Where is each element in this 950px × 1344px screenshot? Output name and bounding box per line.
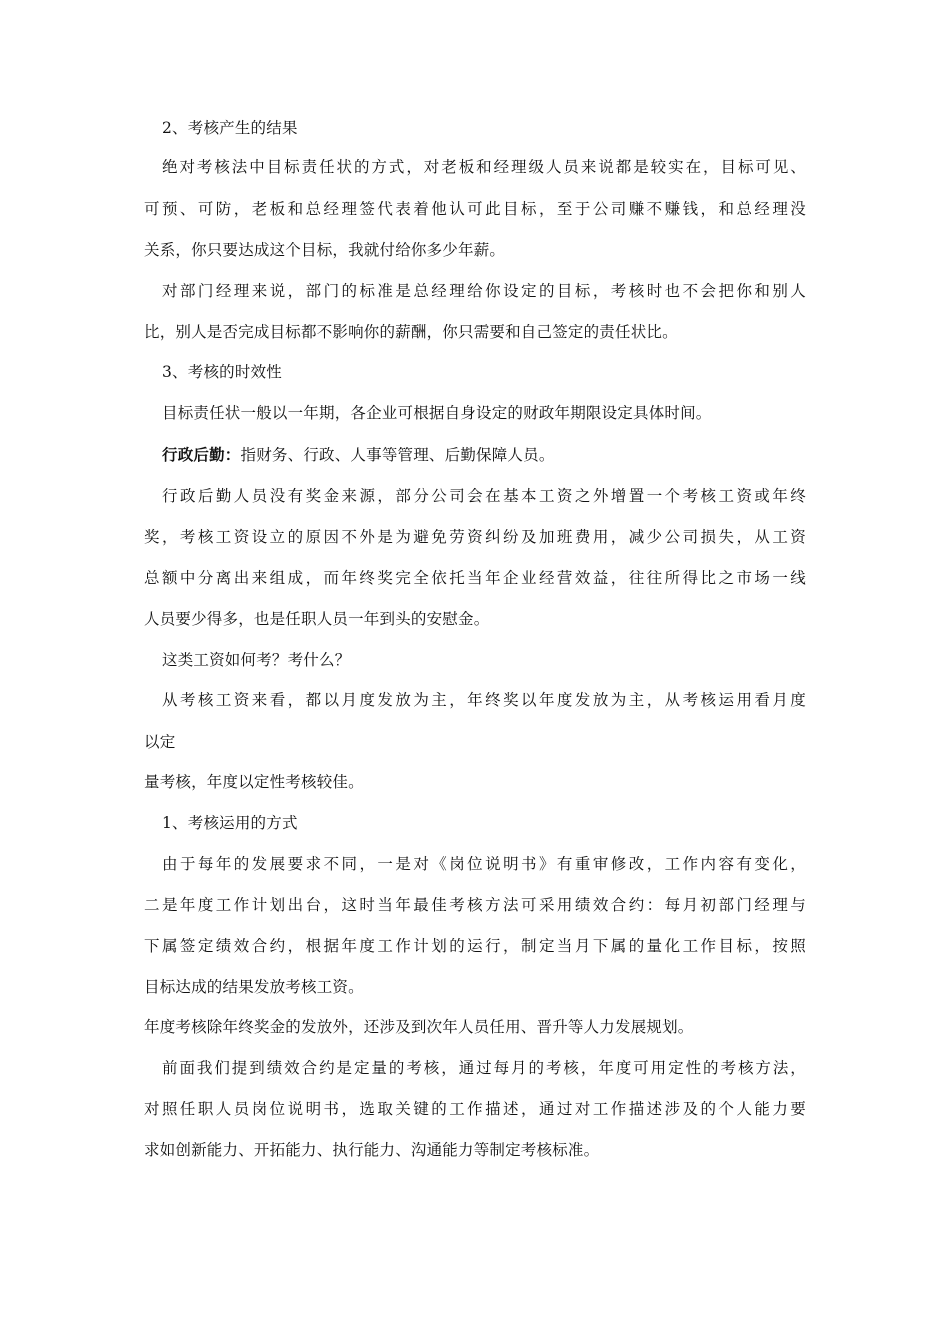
paragraph-line: 量考核，年度以定性考核较佳。 [144, 773, 364, 791]
section-heading-application-method: 1、考核运用的方式 [162, 814, 298, 832]
paragraph-line: 总额中分离出来组成，而年终奖完全依托当年企业经营效益，往往所得比之市场一线 [144, 569, 806, 587]
paragraph-line: 下属签定绩效合约，根据年度工作计划的运行，制定当月下属的量化工作目标，按照 [144, 937, 806, 955]
paragraph-line: 绝对考核法中目标责任状的方式，对老板和经理级人员来说都是较实在，目标可见、 [162, 158, 806, 176]
paragraph-line: 关系，你只要达成这个目标，我就付给你多少年薪。 [144, 241, 506, 259]
paragraph-line: 前面我们提到绩效合约是定量的考核，通过每月的考核，年度可用定性的考核方法， [162, 1059, 806, 1077]
paragraph-line: 人员要少得多，也是任职人员一年到头的安慰金。 [144, 610, 490, 628]
paragraph-line: 比，别人是否完成目标都不影响你的薪酬，你只需要和自己签定的责任状比。 [144, 323, 678, 341]
paragraph-line: 年度考核除年终奖金的发放外，还涉及到次年人员任用、晋升等人力发展规划。 [144, 1018, 694, 1036]
definition-line [162, 445, 555, 465]
section-heading-assessment-results: 2、考核产生的结果 [162, 119, 298, 137]
paragraph-line: 二是年度工作计划出台，这时当年最佳考核方法可采用绩效合约：每月初部门经理与 [144, 896, 806, 914]
paragraph-line: 以定 [144, 733, 176, 751]
section-heading-timeliness: 3、考核的时效性 [162, 363, 282, 381]
paragraph-line: 可预、可防，老板和总经理签代表着他认可此目标，至于公司赚不赚钱，和总经理没 [144, 200, 806, 218]
paragraph-line: 目标达成的结果发放考核工资。 [144, 978, 364, 996]
admin-support-term: 行政后勤： [162, 445, 241, 464]
paragraph-line: 目标责任状一般以一年期，各企业可根据自身设定的财政年期限设定具体时间。 [162, 404, 712, 422]
paragraph-line: 奖，考核工资设立的原因不外是为避免劳资纠纷及加班费用，减少公司损失，从工资 [144, 528, 806, 546]
paragraph-line: 由于每年的发展要求不同，一是对《岗位说明书》有重审修改，工作内容有变化， [162, 855, 806, 873]
paragraph-line: 对部门经理来说，部门的标准是总经理给你设定的目标，考核时也不会把你和别人 [162, 282, 806, 300]
paragraph-line: 行政后勤人员没有奖金来源，部分公司会在基本工资之外增置一个考核工资或年终 [162, 487, 806, 505]
paragraph-line: 对照任职人员岗位说明书，选取关键的工作描述，通过对工作描述涉及的个人能力要 [144, 1100, 806, 1118]
paragraph-line: 从考核工资来看，都以月度发放为主，年终奖以年度发放为主，从考核运用看月度 [162, 691, 806, 709]
paragraph-line: 求如创新能力、开拓能力、执行能力、沟通能力等制定考核标准。 [144, 1141, 600, 1159]
question-line: 这类工资如何考？考什么？ [162, 651, 351, 669]
admin-support-definition: 指财务、行政、人事等管理、后勤保障人员。 [240, 446, 555, 464]
